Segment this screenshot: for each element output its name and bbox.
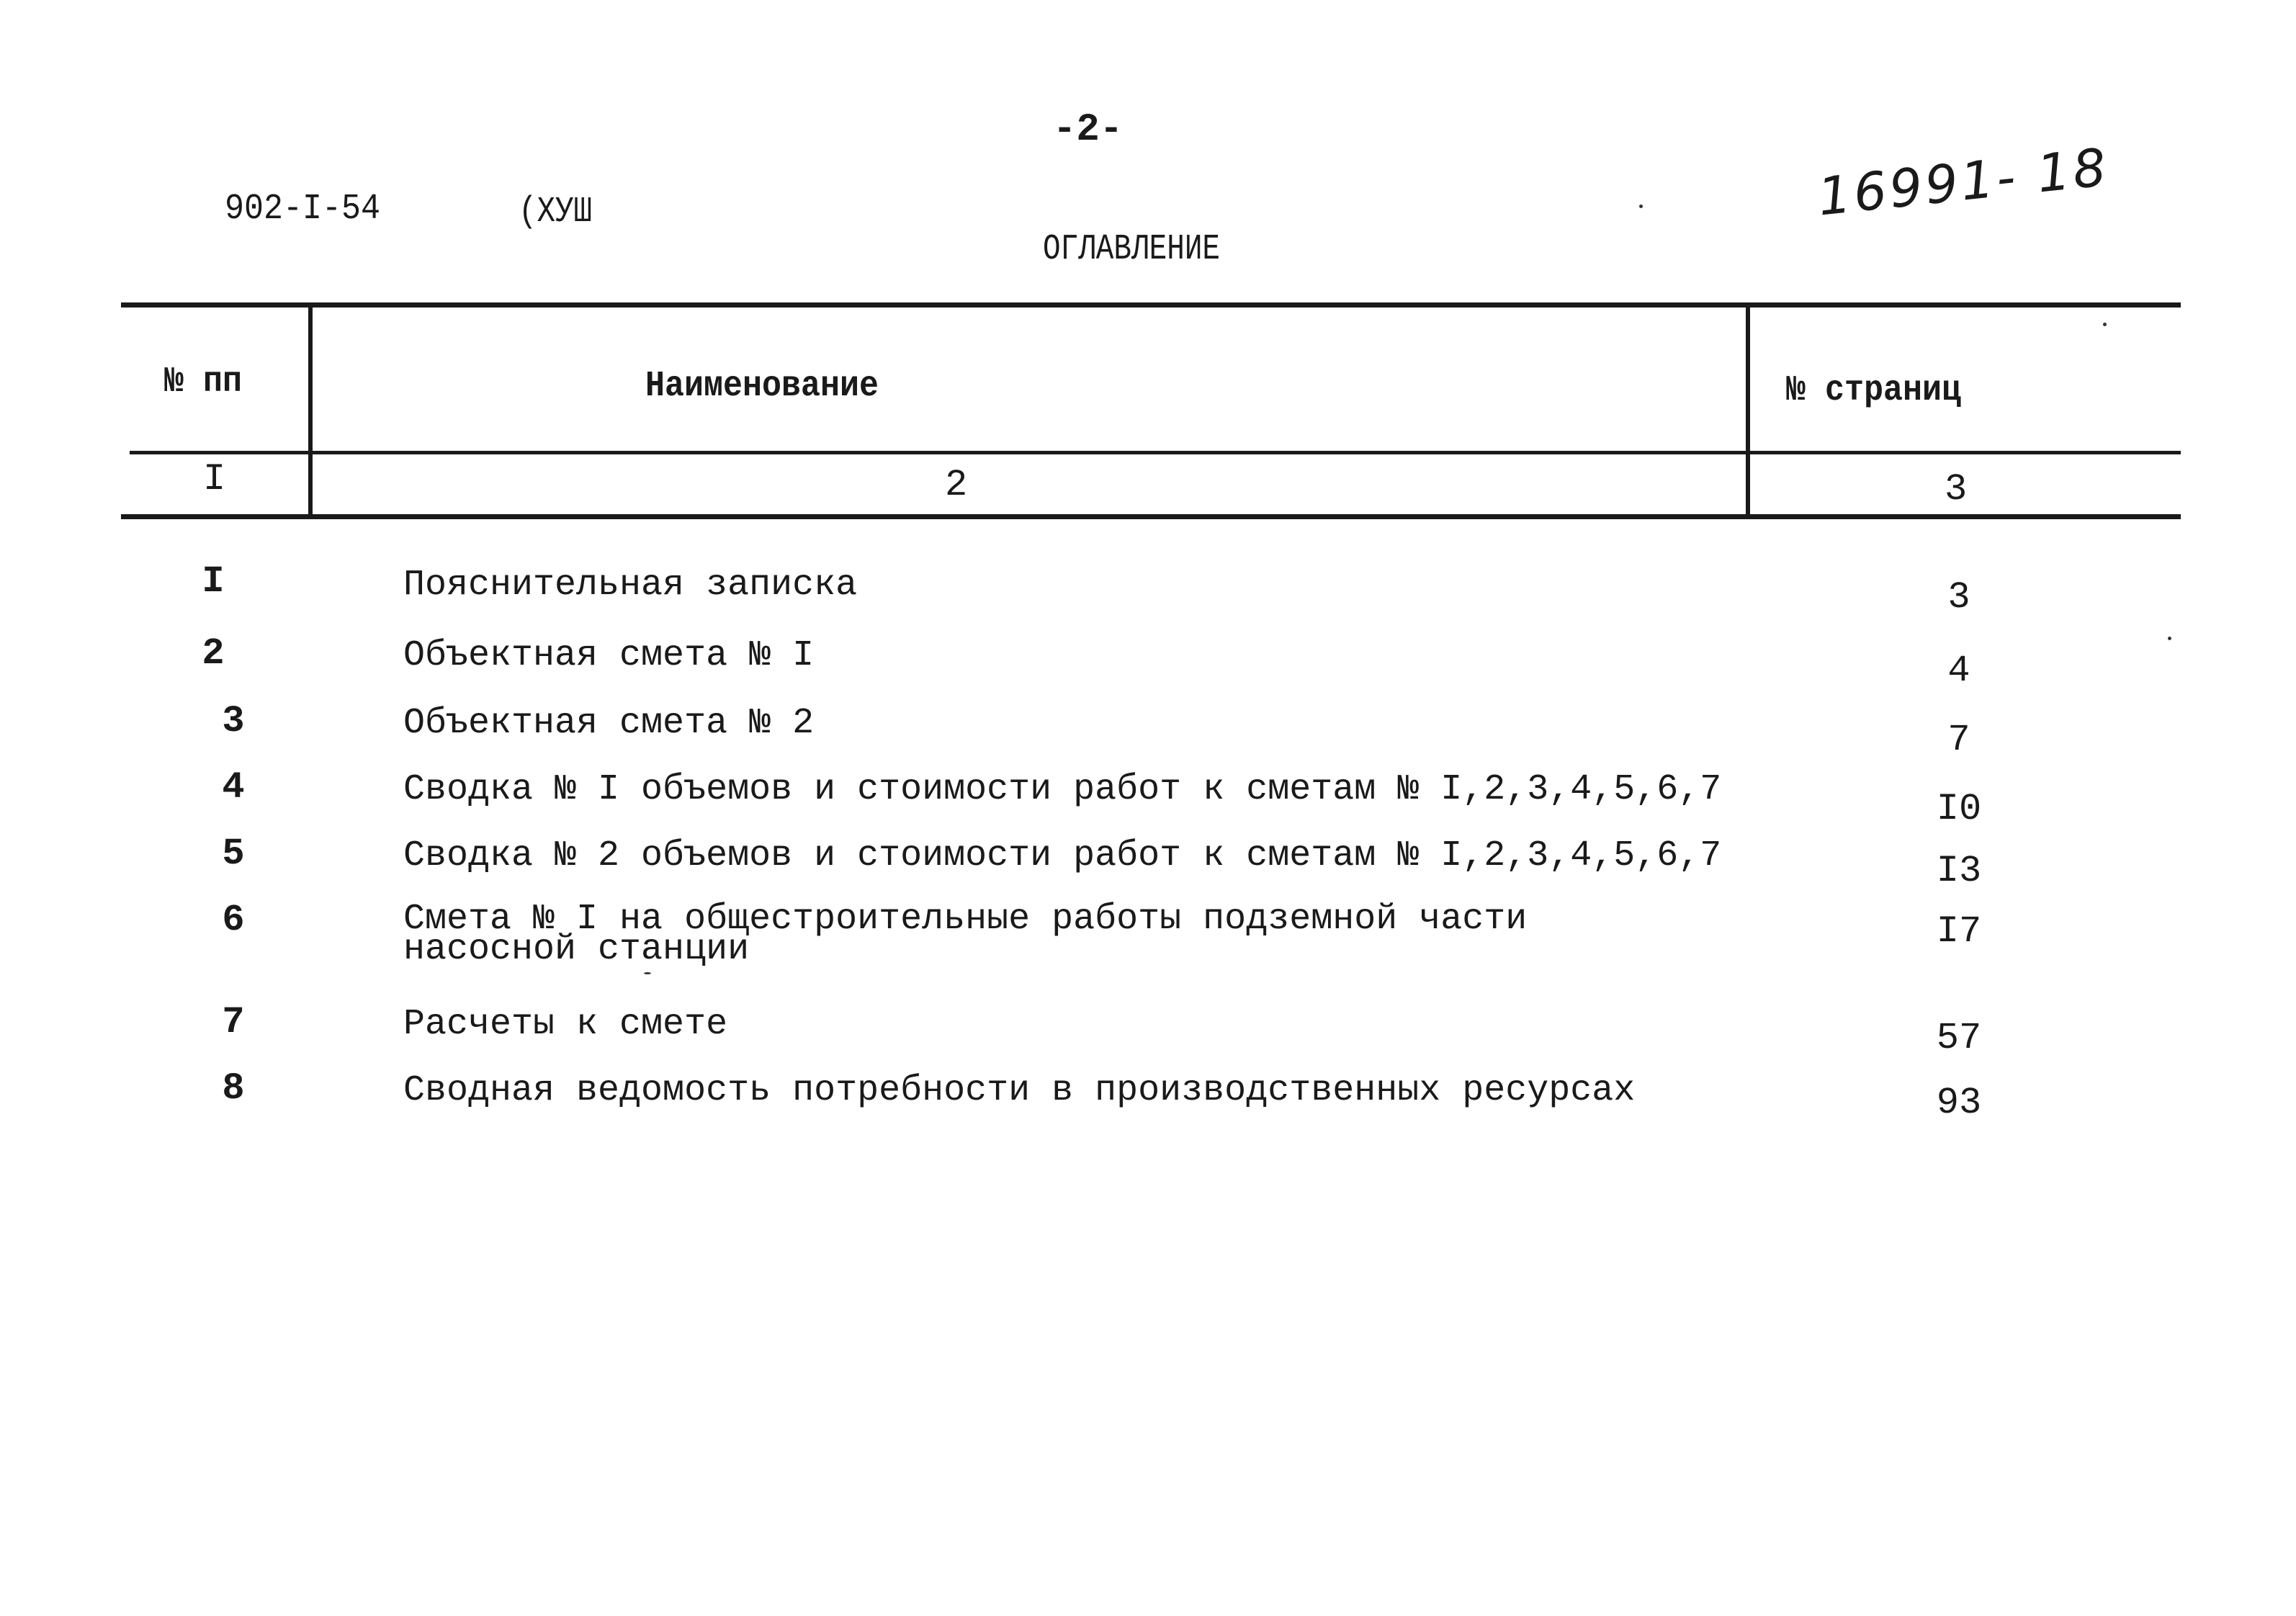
row-title: Объектная смета № I: [403, 635, 815, 676]
row-number: 6: [222, 899, 245, 941]
scan-speck: [2168, 637, 2171, 640]
row-page: I0: [1936, 788, 1982, 830]
row-number: 7: [222, 1001, 245, 1043]
table-column-divider-2: [1746, 305, 1750, 517]
row-page: 7: [1947, 719, 1970, 761]
row-page: 3: [1947, 576, 1970, 619]
row-page: 4: [1947, 650, 1970, 692]
row-number: 3: [222, 700, 245, 742]
column-number-3: 3: [1945, 468, 1968, 511]
column-header-pages: № страниц: [1786, 370, 1962, 411]
row-title: Расчеты к смете: [403, 1004, 728, 1045]
table-header-divider: [130, 451, 2181, 454]
row-number: 4: [222, 766, 245, 809]
column-number-2: 2: [945, 464, 968, 506]
row-number: 8: [222, 1067, 245, 1110]
row-page: 93: [1936, 1082, 1982, 1124]
column-number-1: I: [203, 458, 226, 500]
column-header-number: № пп: [164, 362, 243, 403]
row-title: Сводная ведомость потребности в производственных ресурсах: [403, 1070, 1636, 1111]
scan-speck: [644, 972, 651, 974]
document-series: (ХУШ: [519, 192, 593, 233]
row-title: Пояснительная записка: [403, 565, 858, 606]
table-bottom-border: [121, 514, 2181, 519]
row-title: Сводка № I объемов и стоимости работ к сметам № I,2,3,4,5,6,7: [403, 769, 1722, 810]
table-column-divider-1: [308, 305, 313, 517]
scan-speck: [1639, 205, 1643, 208]
row-page: I7: [1936, 910, 1982, 953]
scan-speck: [2103, 323, 2107, 326]
page-title: ОГЛАВЛЕНИЕ: [1043, 229, 1221, 270]
column-header-title: Наименование: [645, 366, 879, 407]
row-page: 57: [1936, 1017, 1982, 1059]
table-top-border: [121, 302, 2181, 308]
page-number: -2-: [1053, 108, 1124, 152]
row-title: Объектная смета № 2: [403, 703, 815, 744]
row-number: 2: [202, 632, 225, 675]
row-title: Сводка № 2 объемов и стоимости работ к сметам № I,2,3,4,5,6,7: [403, 835, 1722, 876]
row-page: I3: [1936, 850, 1982, 892]
row-number: I: [202, 560, 225, 603]
row-title: Смета № I на общестроительные работы подземной части насосной станции: [403, 899, 1528, 970]
document-code: 902-I-54: [225, 189, 381, 230]
row-number: 5: [222, 832, 245, 875]
handwritten-number: 16991- 18: [1815, 136, 2112, 228]
